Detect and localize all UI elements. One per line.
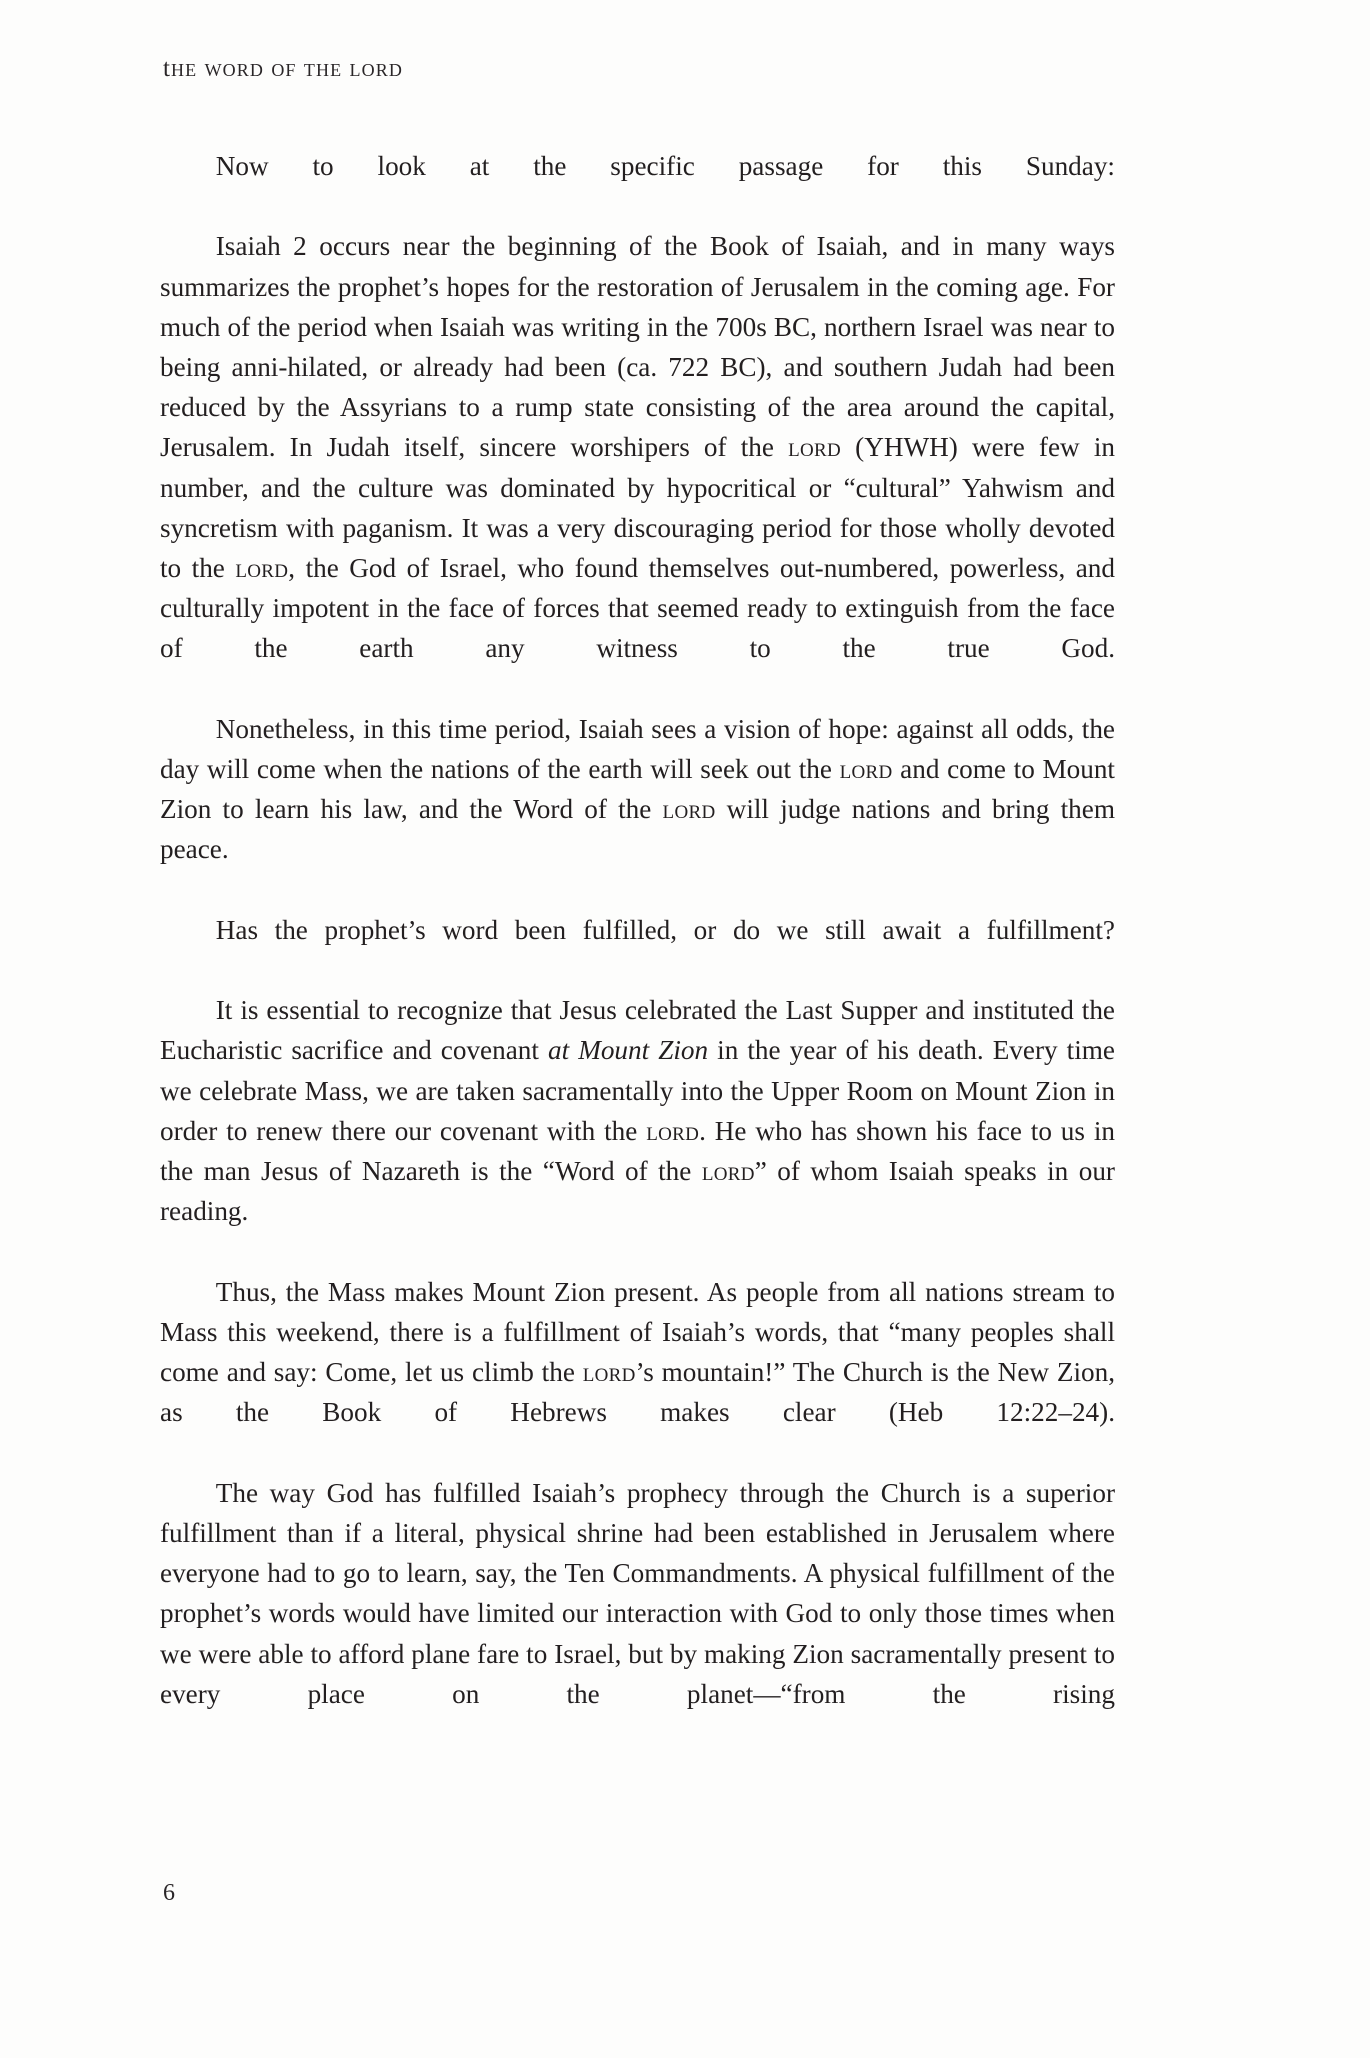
paragraph-1: Now to look at the specific passage for this Sunday:	[215, 151, 1115, 181]
text-run: (YHWH) were few in number, and the culture was dominated by hypocritical or “cultural” Yahwism and syncretism with paganism. It was a very discouraging period for those wholly devoted to the	[160, 432, 1115, 584]
text-run: Thus, the Mass makes Mount Zion present. As people from all nations stream to Mass this weekend, there is a fulfillment of Isaiah’s words, that “many peoples shall come and say: Come, let us climb the	[160, 1276, 1115, 1388]
paragraph-2	[160, 226, 1115, 708]
page-number: 6	[163, 1880, 175, 1906]
text-run: . He who has shown his face to us in the man Jesus of Nazareth is the “Word of the	[160, 1115, 1115, 1187]
divine-name-smallcaps: lord	[839, 754, 893, 785]
text-run: , the God of Israel, who found themselves out-numbered, powerless, and culturally impotent in the face of forces that seemed ready to extinguish from the face of the earth any witness to the true God.	[160, 553, 1115, 664]
divine-name-smallcaps: lord	[662, 794, 716, 825]
paragraph-5	[160, 990, 1115, 1271]
italic-phrase: at Mount Zion	[547, 1035, 709, 1066]
text-run: in the year of his death. Every time we celebrate Mass, we are taken sacramentally into the Upper Room on Mount Zion in order to renew there our covenant with the	[160, 1035, 1115, 1146]
text-run: ’s mountain!” The Church is the New Zion, as the Book of Hebrews makes clear (Heb 12:22–24).	[160, 1357, 1115, 1428]
body-text-block	[160, 146, 1115, 1754]
text-run: Isaiah 2 occurs near the beginning of the Book of Isaiah, and in many ways summarizes the prophet’s hopes for the restoration of Jerusalem in the coming age. For much of the period when Isaiah was writing in the 700s BC, northern Israel was near to being anni-hilated, or already had been (ca. 722 BC), and southern Judah had been reduced by the Assyrians to a rump state consisting of the area around the capital, Jerusalem. In Judah itself, sincere worshipers of the	[160, 231, 1115, 463]
text-run: It is essential to recognize that Jesus celebrated the Last Supper and instituted the Eucharistic sacrifice and covenant	[160, 995, 1115, 1066]
divine-name-smallcaps: lord	[582, 1357, 636, 1388]
text-run: will judge nations and bring them peace.	[160, 794, 1115, 865]
text-run: and come to Mount Zion to learn his law, and the Word of the	[160, 754, 1115, 825]
divine-name-smallcaps: lord	[701, 1156, 755, 1187]
divine-name-smallcaps: lord	[235, 553, 289, 584]
divine-name-smallcaps: lord	[646, 1115, 700, 1146]
running-header: the word of the lord	[163, 55, 403, 82]
paragraph-7: The way God has fulfilled Isaiah’s prophecy through the Church is a superior fulfillment than if a literal, physical shrine had been established in Jerusalem where everyone had to go to learn, say, the Ten Commandments. A physical fulfillment of the prophet’s words would have limited our interaction with God to only those times when we were able to afford plane fare to Israel, but by making Zion sacramentally present to every place on the planet—“from the rising	[160, 1477, 1115, 1709]
text-run: ” of whom Isaiah speaks in our reading.	[160, 1156, 1115, 1227]
paragraph-6	[160, 1272, 1115, 1473]
paragraph-4: Has the prophet’s word been fulfilled, or do we still await a fulfillment?	[215, 914, 1115, 945]
text-run: Nonetheless, in this time period, Isaiah sees a vision of hope: against all odds, the day will come when the nations of the earth will seek out the	[160, 713, 1115, 785]
divine-name-smallcaps: lord	[788, 432, 841, 463]
paragraph-3	[160, 709, 1115, 910]
